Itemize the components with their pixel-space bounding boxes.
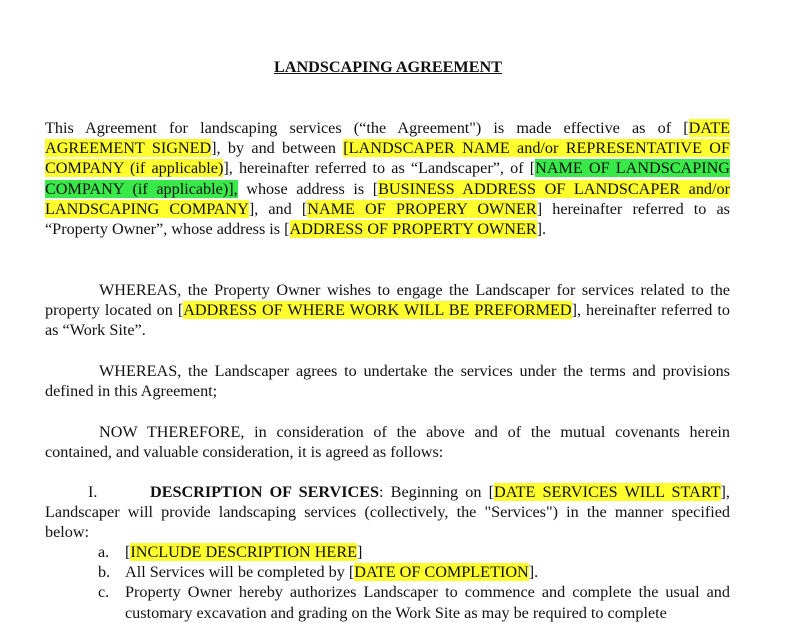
list-item bbox=[98, 542, 730, 562]
whereas-text: WHEREAS, the Landscaper agrees to undertake the services under the terms and provisions defined in this Agreement; bbox=[45, 362, 730, 401]
intro-text: This Agreement for landscaping services (“the Agreement") is made effective as of [ bbox=[45, 119, 689, 137]
whereas-text: WHEREAS, the Property Owner wishes to engage the Landscaper for services related to the property located on [ bbox=[45, 281, 730, 320]
intro-paragraph bbox=[45, 118, 730, 239]
field-date-agreement-signed[interactable]: DATE AGREEMENT SIGNED bbox=[45, 119, 730, 158]
services-list bbox=[98, 542, 730, 623]
field-work-site-address[interactable]: ADDRESS OF WHERE WORK WILL BE PREFORMED bbox=[183, 301, 572, 320]
document-title: LANDSCAPING AGREEMENT bbox=[274, 58, 502, 76]
intro-text: whose address is [ bbox=[237, 179, 379, 198]
field-property-owner-address[interactable]: ADDRESS OF PROPERTY OWNER bbox=[289, 220, 537, 239]
intro-text: ], hereinafter referred to as “Landscaper”, of [ bbox=[223, 159, 536, 178]
list-item-text: Property Owner hereby authorizes Landscaper to commence and complete the usual and customary excavation and grading on the Work Site as may be required to complete bbox=[125, 583, 730, 622]
whereas-paragraph-2 bbox=[45, 361, 730, 401]
list-item bbox=[98, 582, 730, 622]
list-marker: a. bbox=[98, 543, 110, 561]
field-service-description[interactable]: INCLUDE DESCRIPTION HERE bbox=[130, 543, 358, 561]
field-landscaper-name[interactable]: [LANDSCAPER NAME and/or REPRESENTATIVE OF COMPANY (if applicable) bbox=[45, 139, 730, 178]
list-item-text: ] bbox=[357, 543, 363, 561]
whereas-text: ], hereinafter referred to as “Work Site”. bbox=[45, 301, 730, 340]
list-item bbox=[98, 562, 730, 582]
intro-text: ]. bbox=[536, 220, 547, 239]
list-item-text: All Services will be completed by [ bbox=[125, 563, 355, 582]
intro-text: ], by and between bbox=[211, 139, 344, 158]
intro-text: ] hereinafter referred to as “Property Owner”, whose address is [ bbox=[45, 199, 730, 239]
field-landscaping-company-name[interactable]: NAME OF LANDSCAPING COMPANY (if applicable)], bbox=[45, 159, 731, 198]
section-text: : Beginning on [ bbox=[379, 483, 495, 501]
section-heading: DESCRIPTION OF SERVICES bbox=[150, 483, 380, 501]
field-property-owner-name[interactable]: NAME OF PROPERY OWNER bbox=[307, 199, 537, 218]
section-text: ], Landscaper will provide landscaping services (collectively, the "Services") in the manner specified below: bbox=[45, 483, 730, 542]
now-therefore-paragraph bbox=[45, 422, 730, 462]
section-number: I. bbox=[88, 483, 98, 501]
list-item-text: [ bbox=[125, 543, 131, 561]
section-description-of-services bbox=[45, 482, 730, 543]
field-date-services-start[interactable]: DATE SERVICES WILL START bbox=[494, 483, 721, 501]
list-item-text: ]. bbox=[528, 563, 539, 582]
field-date-of-completion[interactable]: DATE OF COMPLETION bbox=[354, 563, 529, 582]
now-therefore-text: NOW THEREFORE, in consideration of the above and of the mutual covenants herein contained, and valuable consideration, it is agreed as follows: bbox=[45, 423, 730, 462]
list-marker: b. bbox=[98, 563, 111, 582]
intro-text: ], and [ bbox=[248, 199, 308, 218]
list-marker: c. bbox=[98, 583, 110, 602]
field-landscaper-address[interactable]: BUSINESS ADDRESS OF LANDSCAPER and/or LANDSCAPING COMPANY bbox=[45, 179, 730, 218]
whereas-paragraph-1 bbox=[45, 280, 730, 341]
